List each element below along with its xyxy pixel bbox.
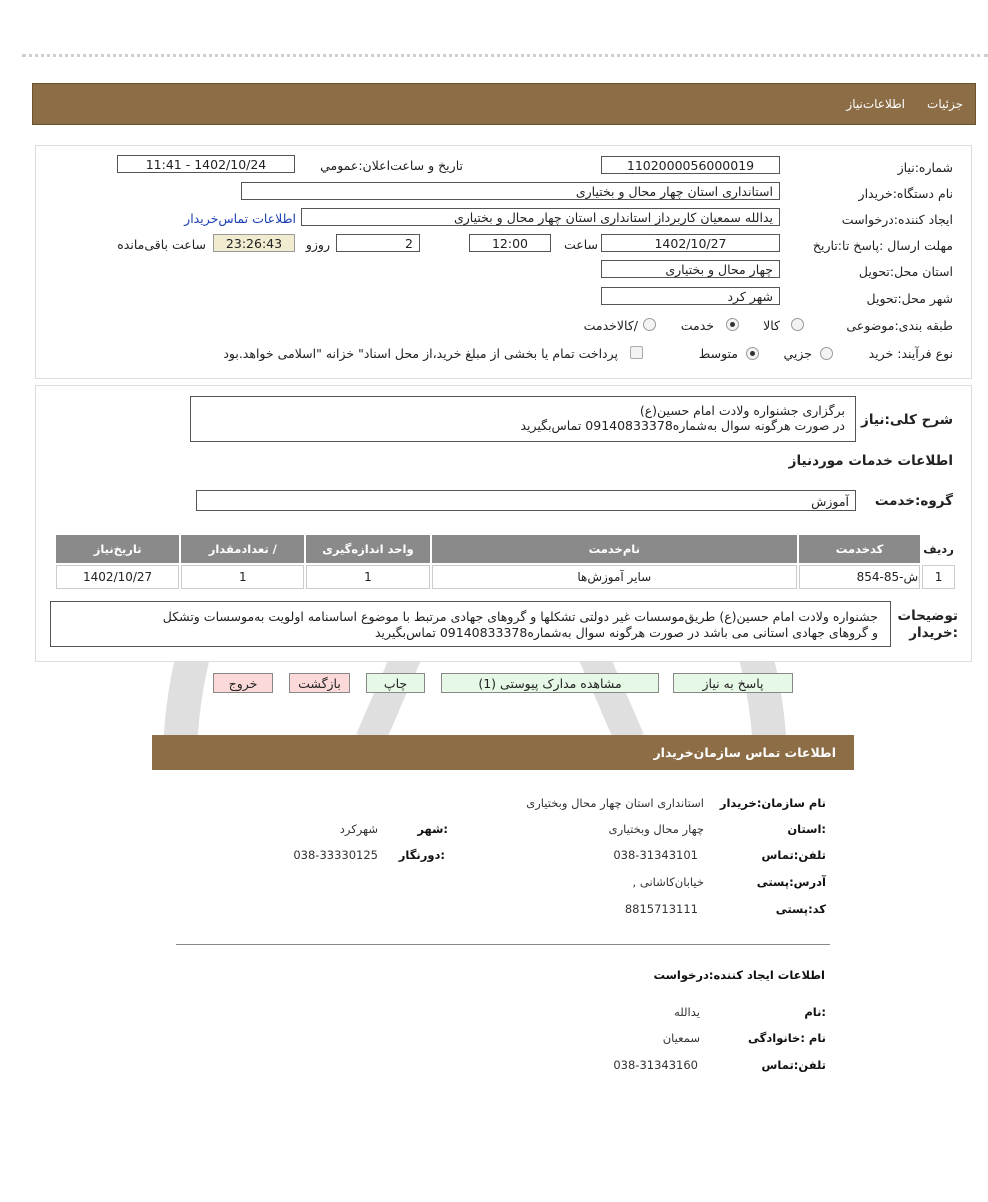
description-line-2: در صورت هرگونه سوال به‌شماره09140833378 تماس‌بگیرید — [520, 418, 845, 433]
services-table — [54, 533, 957, 591]
radio-goods-service-label: /کالاخدمت — [583, 318, 638, 333]
print-button[interactable]: چاپ — [366, 673, 425, 693]
creator-field: یدالله سمعیان کاربرداز استانداری استان چهار محال و بختیاری — [301, 208, 780, 226]
province-field: چهار محال و بختیاری — [601, 260, 780, 278]
col-name-header: نام‌خدمت — [432, 535, 797, 563]
cell-row-number: 1 — [922, 565, 955, 589]
days-field: 2 — [336, 234, 420, 252]
radio-service[interactable] — [726, 318, 739, 331]
table-row — [56, 565, 955, 589]
address-label: آدرس:پستی — [756, 875, 826, 889]
attachments-button[interactable]: مشاهده مدارک پیوستی (1) — [441, 673, 659, 693]
description-box — [190, 396, 856, 442]
radio-goods-label: کالا — [763, 318, 780, 333]
remaining-label: ساعت باقی‌مانده — [117, 237, 206, 252]
radio-medium[interactable] — [746, 347, 759, 360]
col-row-header: ردیف — [922, 535, 955, 563]
buyer-field: استانداری استان چهار محال و بختیاری — [241, 182, 780, 200]
city-field: شهر کرد — [601, 287, 780, 305]
need-number-label: شماره:نیاز — [897, 160, 953, 175]
province-label: استان محل:تحویل — [858, 264, 953, 279]
buyer-label: نام دستگاه:خریدار — [858, 186, 953, 201]
creator-phone-label: تلفن:تماس — [761, 1058, 826, 1072]
deadline-label: مهلت ارسال :پاسخ تا:تاریخ — [812, 238, 953, 253]
radio-goods[interactable] — [791, 318, 804, 331]
buyer-notes-line-2: و گروهای جهادی استانی می باشد در صورت هرگونه سوال به‌شماره09140833378 تماس‌بگیرید — [375, 625, 878, 640]
org-name-value: استانداری استان چهار محال وبختیاری — [526, 796, 704, 810]
city-label: شهر محل:تحویل — [866, 291, 953, 306]
contact-header-bar — [152, 735, 854, 770]
category-label: طبقه بندی:موضوعی — [846, 318, 953, 333]
back-button[interactable]: بازگشت — [289, 673, 350, 693]
contact-phone-label: تلفن:تماس — [761, 848, 826, 862]
radio-partial[interactable] — [820, 347, 833, 360]
contact-city-label: :شهر — [417, 822, 448, 836]
cell-service-code: ش-85-854 — [799, 565, 920, 589]
buyer-notes-box — [50, 601, 891, 647]
org-name-label: نام سازمان:خریدار — [719, 796, 826, 810]
col-code-header: کدخدمت — [799, 535, 920, 563]
services-title: اطلاعات خدمات موردنیاز — [788, 453, 953, 469]
creator-name-label: :نام — [804, 1005, 826, 1019]
contact-phone-value: 038-31343101 — [613, 848, 698, 862]
fax-label: :دورنگار — [398, 848, 445, 862]
contact-city-value: شهرکرد — [339, 822, 378, 836]
need-details-panel — [35, 145, 972, 379]
cell-need-date: 1402/10/27 — [56, 565, 179, 589]
creator-phone-value: 038-31343160 — [613, 1058, 698, 1072]
buyer-contact-link[interactable]: اطلاعات تماس‌خریدار — [184, 211, 296, 226]
tab-details[interactable]: جزئیات — [927, 97, 963, 111]
reply-button[interactable]: پاسخ به نیاز — [673, 673, 793, 693]
treasury-payment-checkbox[interactable] — [630, 346, 643, 359]
cell-quantity: 1 — [181, 565, 304, 589]
description-label: شرح کلی:نیاز — [861, 412, 953, 428]
fax-value: 038-33330125 — [293, 848, 378, 862]
service-group-label: گروه:خدمت — [874, 493, 953, 509]
contact-title: اطلاعات تماس سازمان‌خریدار — [653, 745, 836, 760]
creator-family-value: سمعیان — [662, 1031, 700, 1045]
tab-need-info[interactable]: اطلاعات‌نیاز — [846, 97, 905, 111]
cell-service-name: سایر آموزش‌ها — [432, 565, 797, 589]
announce-datetime-field: 1402/10/24 - 11:41 — [117, 155, 295, 173]
radio-partial-label: جزیي — [783, 346, 812, 361]
buyer-notes-label: توضیحات :خریدار — [897, 608, 958, 641]
radio-service-label: خدمت — [680, 318, 714, 333]
col-unit-header: واحد اندازه‌گیری — [306, 535, 429, 563]
creator-family-label: نام :خانوادگی — [748, 1031, 826, 1045]
deadline-time-field: 12:00 — [469, 234, 551, 252]
address-value: خیابان‌کاشانی , — [632, 875, 704, 889]
announce-label: تاریخ و ساعت‌اعلان:عمومي — [320, 158, 463, 173]
exit-button[interactable]: خروج — [213, 673, 273, 693]
creator-label: ایجاد کننده:درخواست — [841, 212, 953, 227]
header-bar — [32, 83, 976, 125]
col-quantity-header: / تعدادمقدار — [181, 535, 304, 563]
radio-medium-label: متوسط — [698, 346, 738, 361]
col-date-header: تاریخ‌نیاز — [56, 535, 179, 563]
deadline-date-field: 1402/10/27 — [601, 234, 780, 252]
remaining-time-field: 23:26:43 — [213, 234, 295, 252]
days-label: روزو — [305, 237, 330, 252]
cell-unit: 1 — [306, 565, 429, 589]
contact-province-value: چهار محال وبختیاری — [608, 822, 704, 836]
top-separator — [22, 54, 988, 57]
treasury-payment-note: پرداخت تمام یا بخشی از مبلغ خرید،از محل اسناد" خزانه "اسلامی خواهد.بود — [223, 346, 618, 361]
postal-code-value: 8815713111 — [624, 902, 698, 916]
time-label: ساعت — [563, 237, 598, 252]
description-line-1: برگزاری جشنواره ولادت امام حسین(ع) — [639, 403, 845, 418]
contact-province-label: :استان — [787, 822, 826, 836]
table-header-row — [56, 535, 955, 563]
creator-name-value: یدالله — [674, 1005, 700, 1019]
radio-goods-service[interactable] — [643, 318, 656, 331]
buyer-notes-line-1: جشنواره ولادت امام حسین(ع) طریق‌موسسات غیر دولتی تشکلها و گروهای جهادی مرتبط با موضوع اساسنامه اولویت به‌موسسات وتشکل — [162, 609, 878, 624]
need-number-field: 1102000056000019 — [601, 156, 780, 174]
creator-info-title: اطلاعات ایجاد کننده:درخواست — [653, 968, 825, 982]
contact-divider — [176, 944, 830, 945]
postal-code-label: کد:پستی — [775, 902, 826, 916]
service-group-field: آموزش — [196, 490, 856, 511]
process-type-label: نوع فرآیند: خرید — [868, 346, 953, 361]
